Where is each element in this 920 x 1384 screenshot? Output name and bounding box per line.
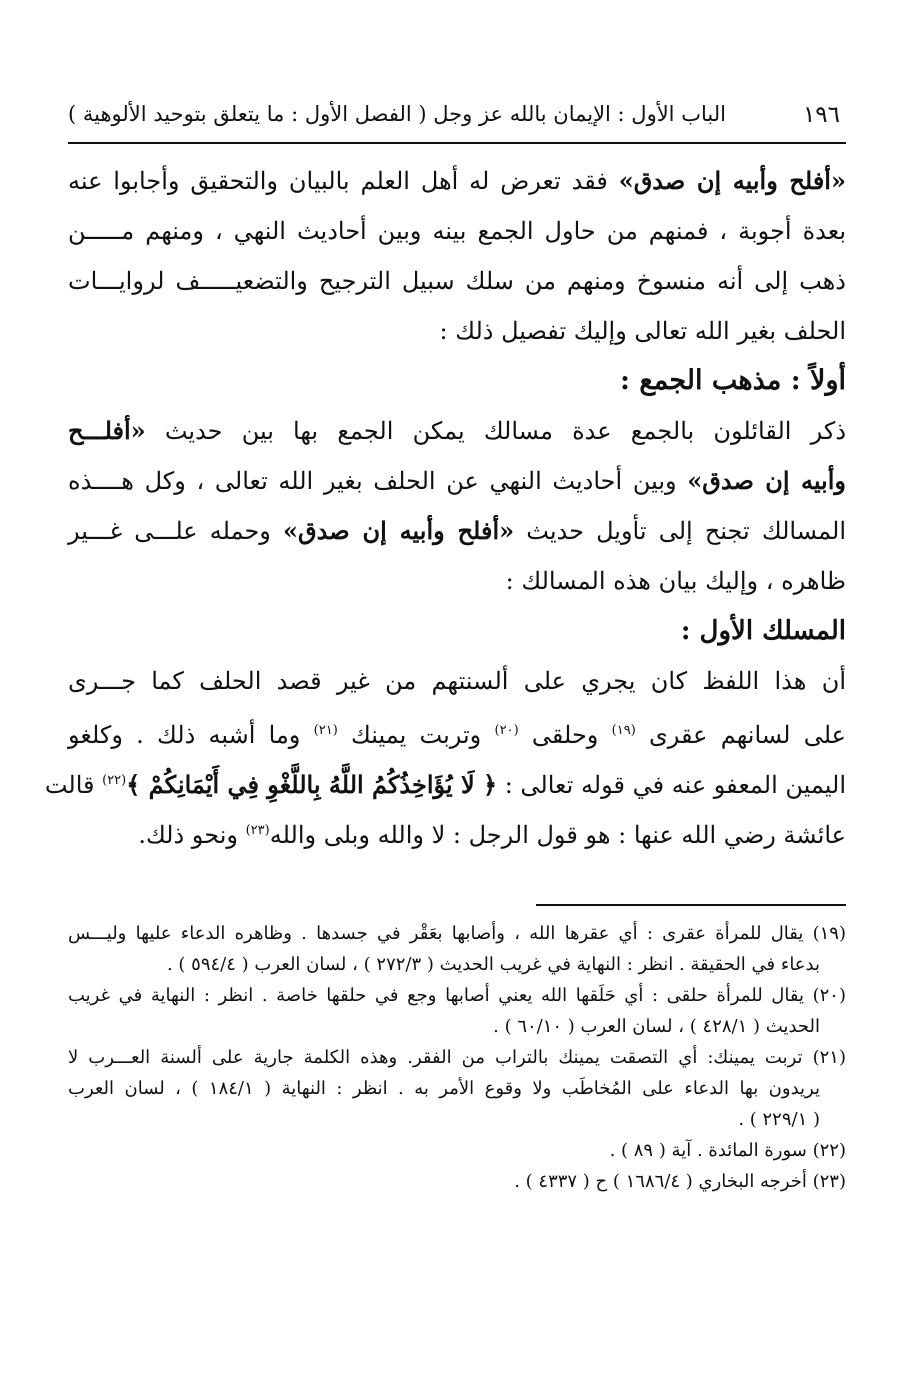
maslak1-line-3-a: اليمين المعفو عنه في قوله تعالى :	[497, 771, 846, 799]
running-header	[68, 98, 846, 144]
book-page	[44, 98, 846, 1358]
footnote-ref-20[interactable]: (٢٠)	[494, 723, 519, 738]
footnote-19-line-2: بدعاء في الحقيقة . انظر : النهاية في غريب الحديث ( ٢٧٢/٣ ) ، لسان العرب ( ٥٩٤/٤ ) .	[166, 954, 820, 975]
footnote-divider	[536, 904, 846, 906]
section1-line-3	[68, 506, 846, 556]
section1-line-2	[68, 456, 846, 506]
footnote-ref-21[interactable]: (٢١)	[313, 723, 338, 738]
intro-line-4: الحلف بغير الله تعالى وإليك تفصيل ذلك :	[439, 317, 846, 345]
section1-line-3-rest: وحمله علـــى غـــير	[68, 517, 284, 545]
footnote-ref-23[interactable]: (٢٣)	[245, 823, 270, 838]
intro-line-2: بعدة أجوبة ، فمنهم من حاول الجمع بينه وبين أحاديث النهي ، ومنهم مـــــن	[68, 217, 846, 245]
maslak1-line-4-a: عائشة رضي الله عنها : هو قول الرجل : لا والله وبلى والله	[269, 821, 846, 849]
hadith-quote: «أفلـــح	[68, 416, 146, 445]
intro-line-1-text: فقد تعرض له أهل العلم بالبيان والتحقيق وأجابوا عنه	[68, 167, 619, 195]
maslak1-line-2	[68, 706, 846, 756]
footnote-19-line-1: (١٩) يقال للمرأة عقرى : أي عقرها الله ، وأصابها بعَقْر في جسدها . وظاهره الدعاء عليها وليـــس	[68, 923, 846, 944]
section1-line-1	[68, 406, 846, 456]
maslak1-line-2-b: وحلقى	[518, 721, 612, 749]
section1-line-4: ظاهره ، وإليك بيان هذه المسالك :	[505, 567, 846, 595]
intro-line-3: ذهب إلى أنه منسوخ ومنهم من سلك سبيل الترجيح والتضعيـــــف لروايـــات	[68, 267, 846, 295]
footnote-23: (٢٣) أخرجه البخاري ( ١٦٨٦/٤ ) ح ( ٤٣٣٧ ) .	[514, 1171, 846, 1192]
hadith-quote: «أفلح وأبيه إن صدق»	[283, 516, 515, 545]
footnote-20-line-1: (٢٠) يقال للمرأة حلقى : أي حَلَقها الله يعني أصابها وجع في حلقها خاصة . انظر : النهاية في غريب	[68, 985, 846, 1006]
hadith-quote: «أفلح وأبيه إن صدق»	[618, 166, 846, 195]
maslak-heading-first: المسلك الأول :	[680, 616, 846, 646]
footnote-ref-22[interactable]: (٢٢)	[102, 773, 127, 788]
main-text	[44, 144, 846, 856]
maslak1-line-2-d: وما أشبه ذلك . وكلغو	[68, 721, 314, 749]
footnote-21-line-3: ( ٢٢٩/١ ) .	[738, 1109, 820, 1130]
footnotes	[68, 918, 846, 1197]
intro-line-1	[68, 156, 846, 206]
maslak1-line-2-c: وتربت يمينك	[337, 721, 495, 749]
footnote-22: (٢٢) سورة المائدة . آية ( ٨٩ ) .	[609, 1140, 846, 1161]
section1-line-1-text: ذكر القائلون بالجمع عدة مسالك يمكن الجمع بها بين حديث	[145, 417, 846, 445]
running-header-title: الباب الأول : الإيمان بالله عز وجل ( الفصل الأول : ما يتعلق بتوحيد الألوهية )	[68, 102, 726, 126]
section-heading-jam: أولاً : مذهب الجمع :	[620, 365, 846, 396]
hadith-quote: وأبيه إن صدق»	[687, 466, 846, 495]
section1-line-2-text: وبين أحاديث النهي عن الحلف بغير الله تعالى ، وكل هــــذه	[68, 467, 688, 495]
section1-line-3-text: المسالك تجنح إلى تأويل حديث	[514, 517, 846, 545]
maslak1-line-1: أن هذا اللفظ كان يجري على ألسنتهم من غير قصد الحلف كما جـــرى	[68, 667, 846, 695]
footnote-ref-19[interactable]: (١٩)	[611, 723, 636, 738]
maslak1-line-4-b: ونحو ذلك.	[138, 821, 246, 849]
footnote-21-line-1: (٢١) تربت يمينك: أي التصقت يمينك بالتراب من الفقر. وهذه الكلمة جارية على ألسنة العـــرب لا	[68, 1047, 846, 1068]
maslak1-line-3	[44, 756, 846, 806]
maslak1-line-3-b: قالت	[44, 771, 103, 799]
footnote-21-line-2: يريدون بها الدعاء على المُخاطَب ولا وقوع الأمر به . انظر : النهاية ( ١٨٤/١ ) ، لسان العرب	[68, 1078, 820, 1099]
quran-verse: ﴿ لَا يُؤَاخِذُكُمُ اللَّهُ بِاللَّغْوِ فِي أَيْمَانِكُمْ ﴾	[126, 770, 498, 799]
footnote-20-line-2: الحديث ( ٤٢٨/١ ) ، لسان العرب ( ٦٠/١٠ ) .	[493, 1016, 820, 1037]
page-number: ١٩٦	[802, 102, 840, 128]
maslak1-line-4	[68, 806, 846, 856]
maslak1-line-2-a: على لسانهم عقرى	[635, 721, 846, 749]
